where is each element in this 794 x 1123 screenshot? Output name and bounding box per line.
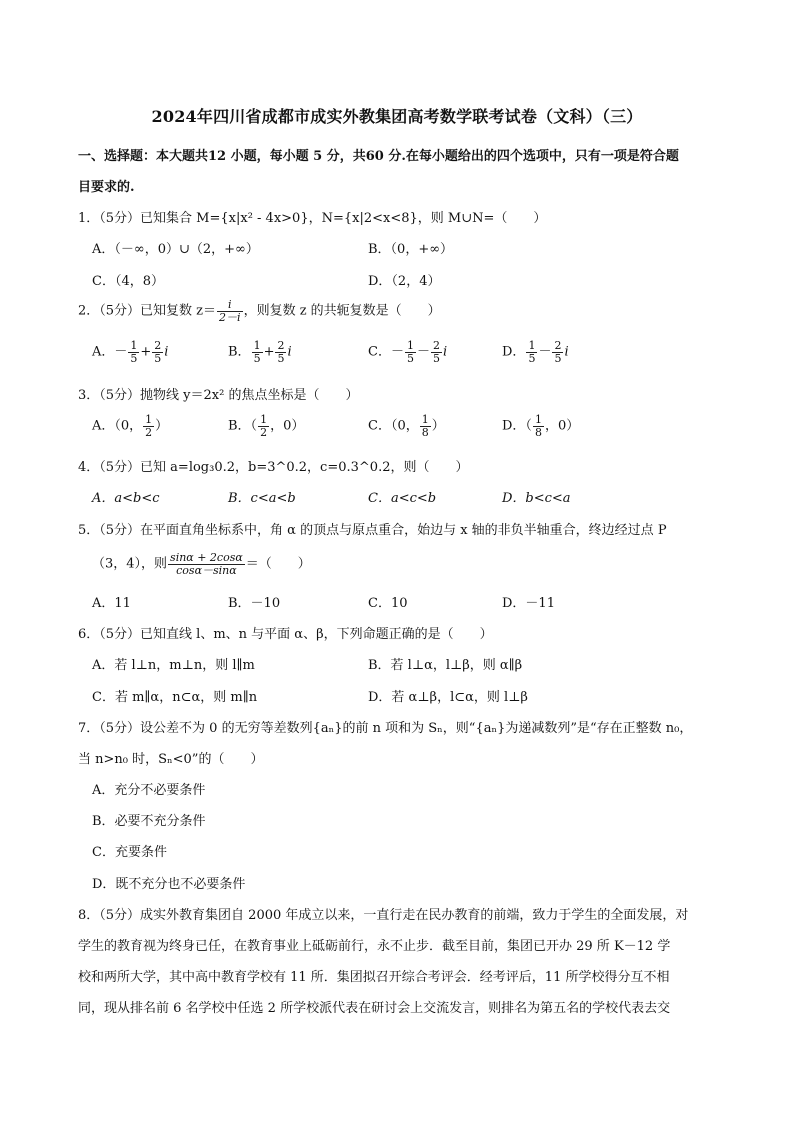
question-6-stem: 6．（5分）已知直线 l、m、n 与平面 α、β，下列命题正确的是（ ）: [78, 627, 493, 642]
question-4-stem: 4．（5分）已知 a=log₃0.2，b=3^0.2，c=0.3^0.2，则（ ）: [78, 460, 469, 475]
question-3-option-d: D．（ $\frac{1}{8}$ ，0）: [502, 413, 580, 439]
question-7-option-b: B．必要不充分条件: [92, 814, 206, 829]
question-2-fraction: [217, 299, 243, 323]
question-2-option-b: B． $\frac{1}{5}$ + $\frac{2}{5}$ i: [228, 339, 292, 365]
question-6-option-b: B．若 l⊥α，l⊥β，则 α∥β: [368, 658, 523, 673]
question-5-option-a: A．11: [92, 596, 131, 611]
question-5-stem-line2: （3，4），则 $\frac{\sin\alpha + 2\cos\alpha}{\cos\alpha-\sin\alpha}$ ＝（ ）: [92, 551, 311, 577]
question-1-option-b: B．（0，+∞）: [368, 242, 454, 257]
question-8-line1: 8．（5分）成实外教育集团自 2000 年成立以来，一直行走在民办教育的前端，致力于学生的全面发展，对: [78, 908, 689, 923]
question-8-line4: 同，现从排名前 6 名学校中任选 2 所学校派代表在研讨会上交流发言，则排名为第五名的学校代表去交: [78, 1001, 671, 1016]
question-2-stem: [78, 299, 441, 323]
question-7-option-a: A．充分不必要条件: [92, 783, 206, 798]
question-4-option-b: B．c<a<b: [228, 491, 296, 506]
section-instructions-line2: 目要求的.: [78, 180, 135, 195]
question-2-stem-post: ，则复数 z 的共轭复数是（ ）: [243, 303, 441, 319]
question-5-option-d: D．－11: [502, 596, 555, 611]
fraction-denominator: 2－i: [219, 310, 241, 324]
question-6-option-d: D．若 α⊥β，l⊂α，则 l⊥β: [368, 690, 528, 705]
section-instructions-line1: 一、选择题：本大题共12 小题，每小题 5 分，共60 分.在每小题给出的四个选项中，只有一项是符合题: [78, 149, 679, 164]
question-7-option-c: C．充要条件: [92, 845, 167, 860]
question-1-stem: 1．（5分）已知集合 M={x|x² - 4x>0}，N={x|2<x<8}，则 M∪N=（ ）: [78, 211, 547, 226]
question-4-option-d: D．b<c<a: [502, 491, 571, 506]
question-3-stem: 3．（5分）抛物线 y＝2x² 的焦点坐标是（ ）: [78, 388, 359, 403]
question-7-stem-line1: 7．（5分）设公差不为 0 的无穷等差数列{aₙ}的前 n 项和为 Sₙ，则“{aₙ}为递减数列”是“存在正整数 n₀，: [78, 721, 693, 736]
question-7-stem-line2: 当 n>n₀ 时，Sₙ<0”的（ ）: [78, 752, 264, 767]
question-5-option-c: C．10: [368, 596, 408, 611]
fraction-numerator: i: [217, 299, 243, 312]
page-title: 2024年四川省成都市成实外教集团高考数学联考试卷（文科）（三）: [151, 107, 643, 126]
question-2-option-a: A．－ $\frac{1}{5}$ + $\frac{2}{5}$ i: [92, 339, 169, 365]
question-3-option-a: A．（0， $\frac{1}{2}$ ）: [92, 413, 169, 439]
question-2-stem-pre: 2．（5分）已知复数 z＝: [78, 303, 217, 319]
question-8-line3: 校和两所大学，其中高中教育学校有 11 所．集团拟召开综合考评会．经考评后，11 所学校得分互不相: [78, 970, 670, 985]
question-2-option-c: C．－ $\frac{1}{5}$ － $\frac{2}{5}$ i: [368, 339, 448, 365]
question-5-stem-line1: 5．（5分）在平面直角坐标系中，角 α 的顶点与原点重合，始边与 x 轴的非负半轴重合，终边经过点 P: [78, 523, 667, 538]
question-8-line2: 学生的教育视为终身已任，在教育事业上砥砺前行，永不止步．截至目前，集团已开办 29 所 K－12 学: [78, 939, 671, 954]
question-6-option-a: A．若 l⊥n，m⊥n，则 l∥m: [92, 658, 255, 673]
question-6-option-c: C．若 m∥α，n⊂α，则 m∥n: [92, 690, 258, 705]
question-5-option-b: B．－10: [228, 596, 281, 611]
question-4-option-c: C．a<c<b: [368, 491, 437, 506]
question-2-option-d: D． $\frac{1}{5}$ － $\frac{2}{5}$ i: [502, 339, 569, 365]
question-7-option-d: D．既不充分也不必要条件: [92, 877, 246, 892]
question-3-option-b: B．（ $\frac{1}{2}$ ，0）: [228, 413, 305, 439]
question-3-option-c: C．（0， $\frac{1}{8}$ ）: [368, 413, 445, 439]
question-4-option-a: A．a<b<c: [92, 491, 160, 506]
question-1-option-d: D．（2，4）: [368, 274, 441, 289]
question-1-option-c: C．（4，8）: [92, 274, 164, 289]
question-1-option-a: A．（－∞，0）∪（2，+∞）: [92, 242, 259, 257]
